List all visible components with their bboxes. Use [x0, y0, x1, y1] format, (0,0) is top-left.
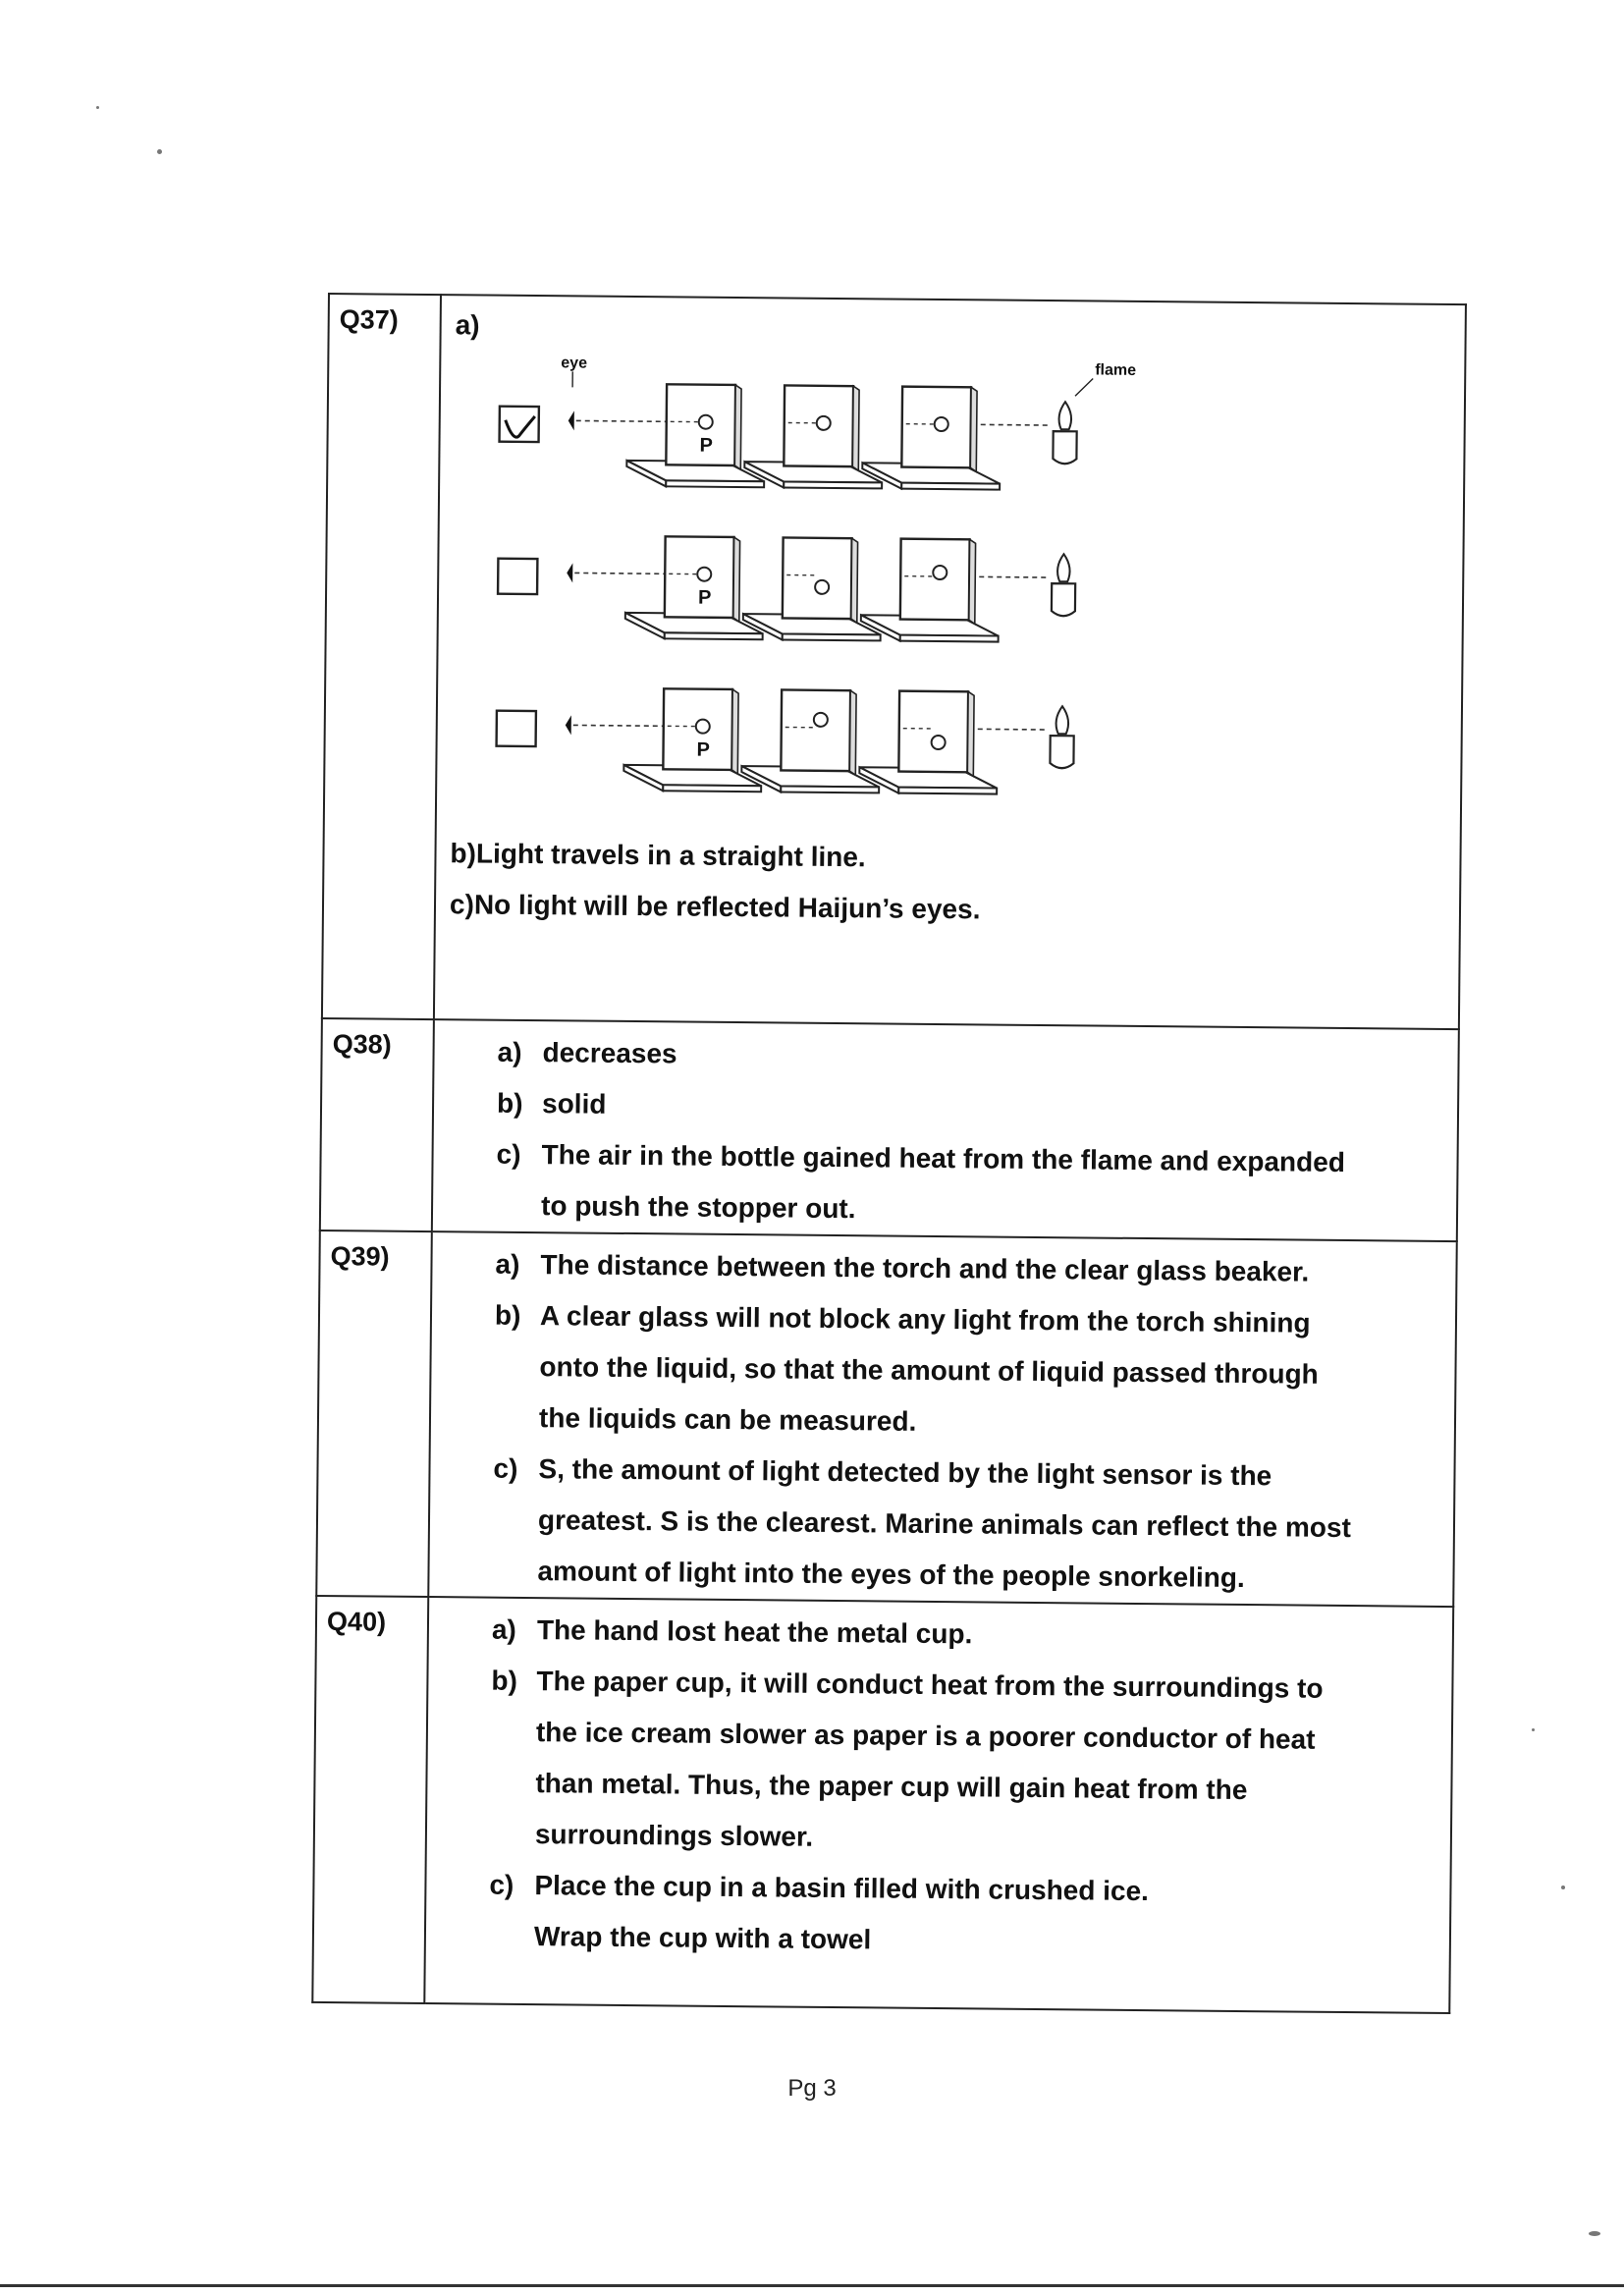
card-hole [697, 568, 711, 581]
eye-icon [567, 563, 572, 582]
flame-icon [1056, 706, 1068, 734]
flame-icon [1057, 554, 1070, 581]
candle-icon [1050, 736, 1073, 768]
row-q39 [316, 1230, 1457, 1607]
bottom-rule [0, 2284, 1624, 2287]
eye-icon [568, 410, 574, 430]
sight-line [574, 573, 665, 574]
question-label-q38: Q38) [332, 1029, 392, 1060]
cardboard-stand [743, 537, 882, 640]
light-experiment-diagram [490, 348, 1171, 816]
card-label-p: P [697, 586, 712, 609]
cardboard-stand [626, 384, 765, 487]
q37-answer-c: c)No light will be reflected Haijun’s eyes. [449, 889, 981, 925]
option-box-3 [497, 711, 536, 746]
card-hole [814, 713, 828, 727]
cardboard-stand [625, 536, 764, 639]
sight-line [978, 729, 1047, 730]
cardboard-stand [741, 689, 880, 793]
card-hole [696, 720, 710, 734]
card-hole [932, 736, 946, 749]
scan-speck [1532, 1728, 1535, 1731]
answer-sheet [311, 293, 1467, 2012]
page-number: Pg 3 [787, 2075, 837, 2102]
part-a-label: a) [455, 309, 480, 341]
question-label-q37: Q37) [339, 304, 399, 335]
option-box-2 [498, 559, 537, 594]
flame-icon [1058, 402, 1071, 429]
candle-icon [1053, 431, 1076, 464]
card-hole [933, 566, 947, 579]
q39-answer-a: a) The distance between the torch and the clear glass beaker. [495, 1248, 1310, 1287]
cardboard-stand [623, 688, 762, 792]
q40-answer-list [440, 1604, 1442, 1971]
q39-answer-list [443, 1238, 1445, 1606]
card-label-p: P [696, 738, 710, 761]
q38-answer-list [447, 1026, 1448, 1240]
sight-line [979, 576, 1048, 577]
scan-speck [1561, 1886, 1565, 1889]
answer-table [311, 293, 1467, 2014]
q38-answer-b: b) solid [496, 1087, 607, 1120]
flame-label: flame [1095, 361, 1137, 379]
scan-speck [157, 149, 162, 154]
question-label-q39: Q39) [330, 1241, 390, 1272]
row-q40 [312, 1596, 1453, 2013]
eye-icon [566, 715, 571, 735]
scan-speck [96, 106, 99, 109]
q38-answer-a: a) decreases [497, 1036, 677, 1069]
q40-answer-c: c) Place the cup in a basin filled with crushed ice. Wrap the cup with a towel [489, 1869, 1150, 1955]
card-hole [817, 416, 831, 430]
q40-answer-b: b) The paper cup, it will conduct heat from the surroundings to the ice cream slower as paper is a poorer conductor of heat than metal. Thus, the paper cup will gain heat from the surroundings slower. [491, 1665, 1324, 1852]
question-label-q40: Q40) [326, 1607, 387, 1637]
row-q38 [320, 1018, 1459, 1241]
q37-answer-b: b)Light travels in a straight line. [450, 838, 866, 873]
eye-label: eye [561, 355, 588, 372]
card-hole [699, 415, 713, 429]
cardboard-stand [744, 385, 883, 488]
q38-answer-c: c) The air in the bottle gained heat from the flame and expanded to push the stopper out. [496, 1138, 1346, 1225]
sight-line [573, 725, 664, 726]
card-label-p: P [699, 434, 713, 457]
q39-answer-b: b) A clear glass will not block any light from the torch shining onto the liquid, so that the amount of liquid passed through the liquids can be measured. [494, 1299, 1319, 1437]
candle-icon [1052, 583, 1075, 616]
card-hole [815, 580, 829, 594]
q39-answer-c: c) S, the amount of light detected by the light sensor is the greatest. S is the clearest. Marine animals can reflect the most amount of light into the eyes of the people snorkeling. [493, 1452, 1352, 1594]
sight-line [981, 424, 1050, 425]
row-q37 [322, 294, 1466, 1029]
cardboard-stand [862, 386, 1001, 489]
cardboard-stand [859, 690, 998, 793]
card-hole [935, 417, 948, 431]
flame-pointer [1075, 378, 1093, 396]
cardboard-stand [861, 538, 1000, 641]
sight-line [576, 420, 667, 421]
q40-answer-a: a) The hand lost heat the metal cup. [491, 1613, 973, 1650]
scan-speck [1589, 2231, 1600, 2236]
